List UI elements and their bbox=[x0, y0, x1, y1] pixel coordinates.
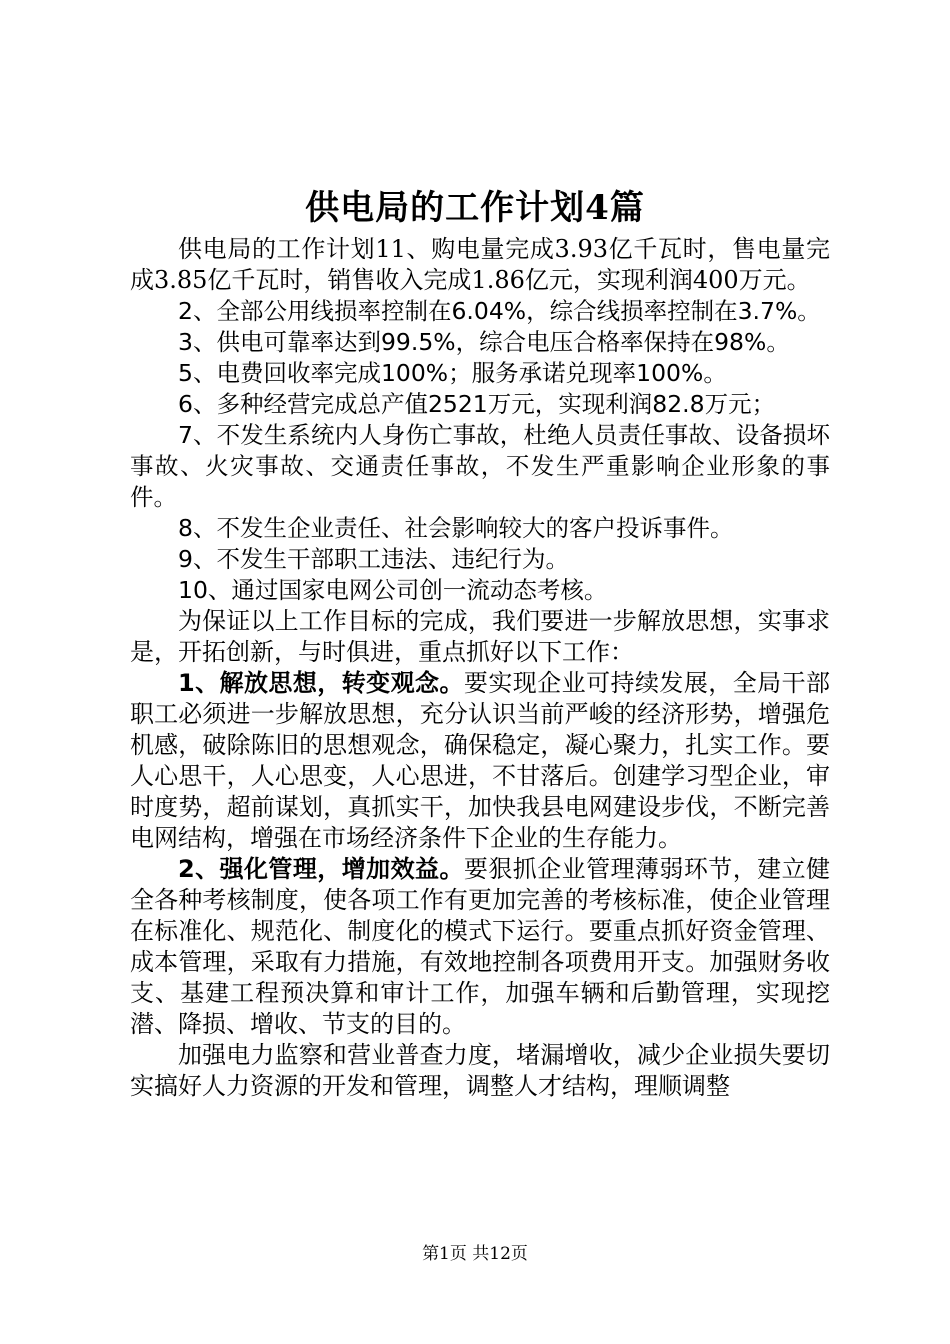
paragraph-item-5: 5、电费回收率完成100%；服务承诺兑现率100%。 bbox=[178, 359, 727, 387]
paragraph-item-10: 10、通过国家电网公司创一流动态考核。 bbox=[178, 576, 608, 604]
section-1-heading: 1、解放思想，转变观念。 bbox=[178, 669, 464, 697]
paragraph-item-8: 8、不发生企业责任、社会影响较大的客户投诉事件。 bbox=[178, 514, 734, 542]
paragraph-supervision: 加强电力监察和营业普查力度，堵漏增收，减少企业损失要切实搞好人力资源的开发和管理，调整人才结构，理顺调整 bbox=[130, 1041, 830, 1100]
paragraph-item-2: 2、全部公用线损率控制在6.04%，综合线损率控制在3.7%。 bbox=[178, 297, 821, 325]
section-2-heading: 2、强化管理，增加效益。 bbox=[178, 855, 464, 883]
section-2-text: 要狠抓企业管理薄弱环节，建立健全各种考核制度，使各项工作有更加完善的考核标准，使企业管理在标准化、规范化、制度化的模式下运行。要重点抓好资金管理、成本管理，采取有力措施，有效地控制各项费用开支。加强财务收支、基建工程预决算和审计工作，加强车辆和后勤管理，实现挖潜、降损、增收、节支的目的。 bbox=[130, 855, 831, 1038]
document-title: 供电局的工作计划4篇 bbox=[305, 188, 645, 228]
paragraph-item-9: 9、不发生干部职工违法、违纪行为。 bbox=[178, 545, 569, 573]
page-footer: 第1页 共12页 bbox=[422, 1244, 528, 1264]
paragraph-intro-targets: 供电局的工作计划11、购电量完成3.93亿千瓦时，售电量完成3.85亿千瓦时，销售收入完成1.86亿元，实现利润400万元。 bbox=[130, 235, 830, 294]
paragraph-item-6: 6、多种经营完成总产值2521万元，实现利润82.8万元； bbox=[178, 390, 776, 418]
document-body bbox=[130, 234, 830, 1102]
paragraph-section-1 bbox=[130, 668, 830, 854]
paragraph-work-intro: 为保证以上工作目标的完成，我们要进一步解放思想，实事求是，开拓创新，与时俱进，重点抓好以下工作： bbox=[130, 607, 830, 666]
paragraph-item-7: 7、不发生系统内人身伤亡事故，杜绝人员责任事故、设备损坏事故、火灾事故、交通责任事故，不发生严重影响企业形象的事件。 bbox=[130, 421, 830, 511]
section-1-text: 要实现企业可持续发展，全局干部职工必须进一步解放思想，充分认识当前严峻的经济形势，增强危机感，破除陈旧的思想观念，确保稳定，凝心聚力，扎实工作。要人心思干，人心思变，人心思进，不甘落后。创建学习型企业，审时度势，超前谋划，真抓实干，加快我县电网建设步伐，不断完善电网结构，增强在市场经济条件下企业的生存能力。 bbox=[130, 669, 831, 852]
paragraph-section-2 bbox=[130, 854, 830, 1040]
paragraph-item-3: 3、供电可靠率达到99.5%，综合电压合格率保持在98%。 bbox=[178, 328, 790, 356]
